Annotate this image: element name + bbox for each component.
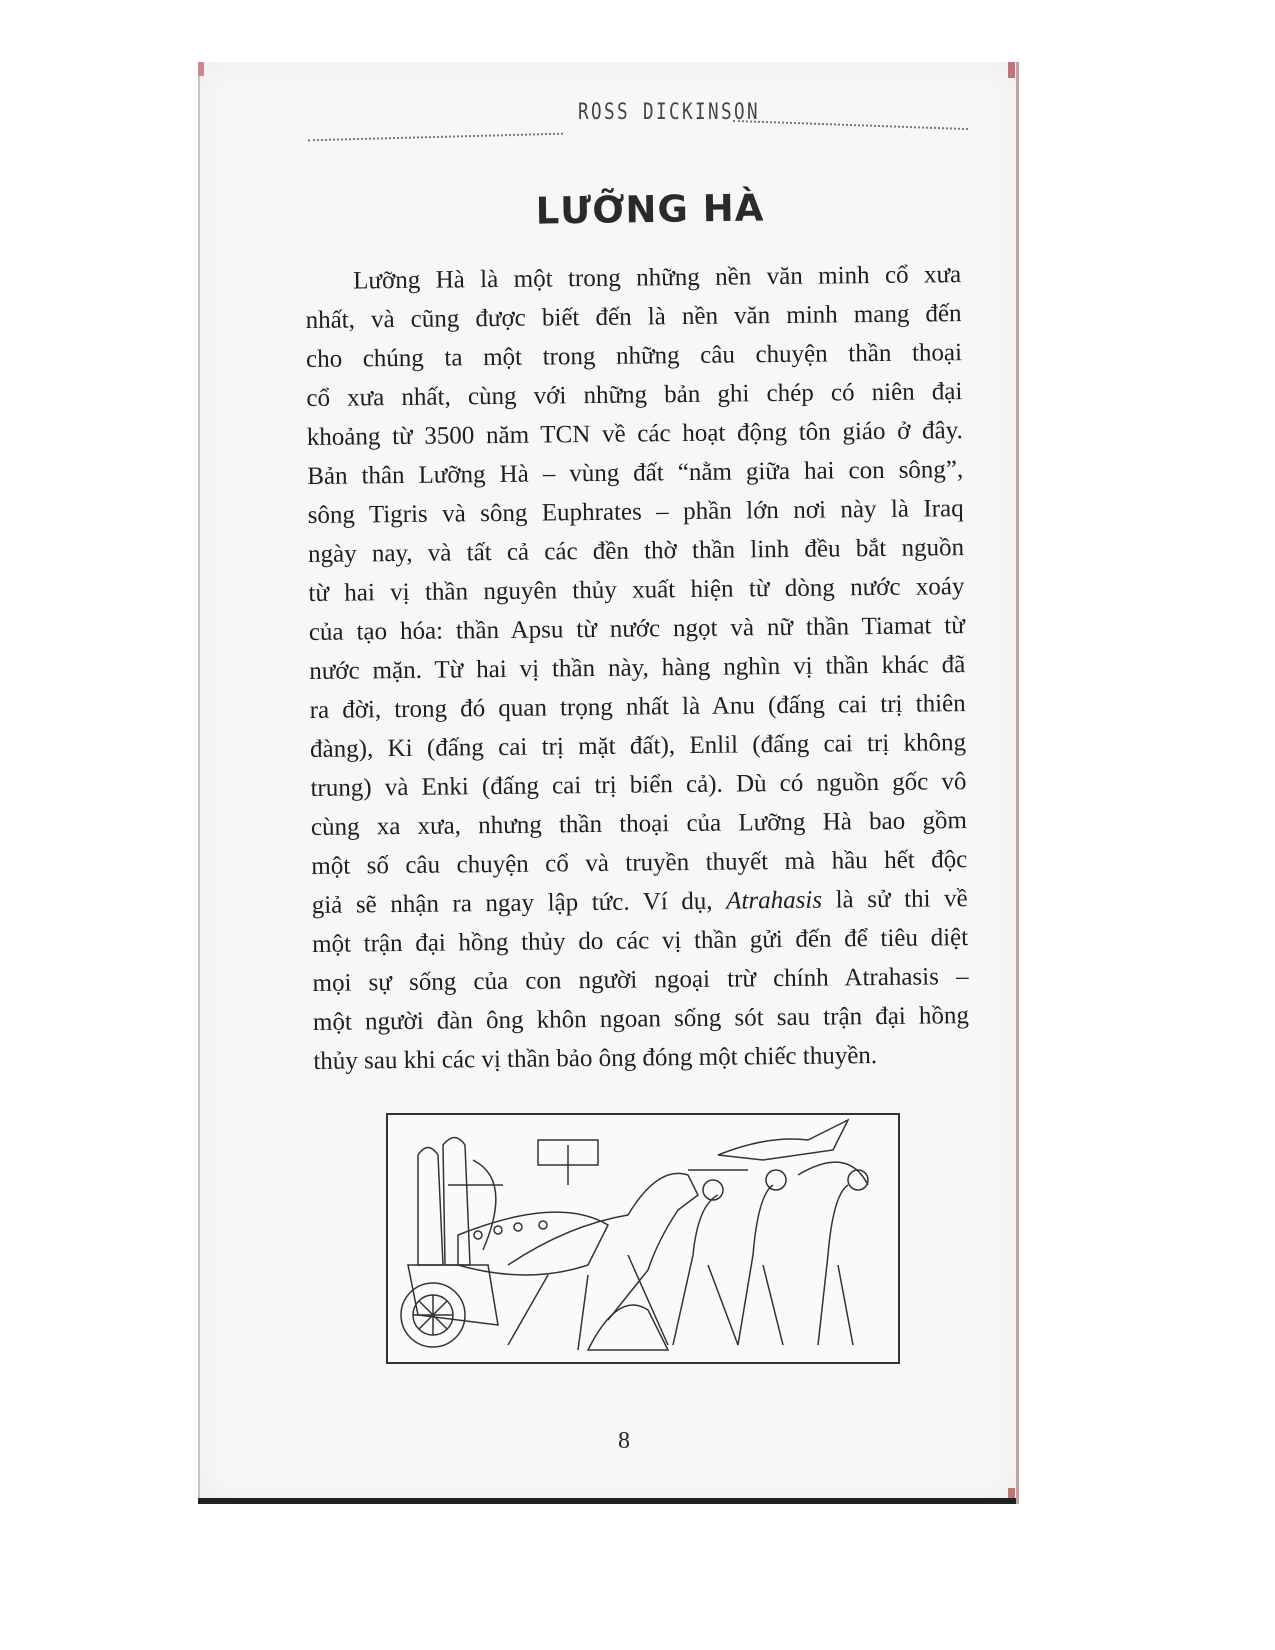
text-line: sông Tigris và sông Euphrates – phần lớn nơi này là Iraq — [307, 495, 964, 529]
italic-title: Atrahasis — [726, 886, 823, 915]
dotted-rule — [733, 120, 968, 130]
text-line: cổ xưa nhất, cùng với những bản ghi chép có niên đại — [306, 378, 963, 412]
text-line: cho chúng ta một trong những câu chuyện thần thoại — [305, 339, 963, 373]
page-number: 8 — [618, 1428, 630, 1454]
illustration-drawing — [388, 1115, 898, 1362]
text-segment: giả sẽ nhận ra ngay lập tức. Ví dụ, — [311, 887, 727, 919]
text-segment: là sử thi về — [821, 885, 968, 914]
text-line: từ hai vị thần nguyên thủy xuất hiện từ dòng nước xoáy — [308, 573, 965, 607]
page-corner — [198, 62, 204, 76]
author-name: ROSS DICKINSON — [578, 100, 760, 125]
body-paragraph — [305, 255, 970, 1081]
text-line: của tạo hóa: thần Apsu từ nước ngọt và nữ thần Tiamat từ — [308, 612, 965, 646]
text-line: thủy sau khi các vị thần bảo ông đóng một chiếc thuyền. — [313, 1042, 878, 1075]
text-line: Bản thân Lưỡng Hà – vùng đất “nằm giữa hai con sông”, — [307, 456, 964, 490]
text-line: một số câu chuyện cổ và truyền thuyết mà hầu hết độc — [311, 846, 968, 880]
text-line: đàng), Ki (đấng cai trị mặt đất), Enlil (đấng cai trị không — [309, 729, 967, 763]
text-line: mọi sự sống của con người ngoại trừ chính Atrahasis – — [312, 963, 969, 997]
text-line: ra đời, trong đó quan trọng nhất là Anu (đấng cai trị thiên — [309, 690, 966, 724]
text-line: một trận đại hồng thủy do các vị thần gửi đến để tiêu diệt — [312, 924, 969, 958]
chapter-title: LƯỠNG HÀ — [535, 186, 765, 233]
text-line: cùng xa xưa, nhưng thần thoại của Lưỡng Hà bao gồm — [310, 807, 968, 841]
text-line: Lưỡng Hà là một trong những nền văn minh cổ xưa — [353, 261, 962, 295]
assyrian-chariot-illustration — [386, 1113, 900, 1364]
text-line: ngày nay, và tất cả các đền thờ thần linh đều bắt nguồn — [307, 534, 965, 568]
text-line: trung) và Enki (đấng cai trị biển cả). Dù có nguồn gốc vô — [310, 768, 967, 802]
dotted-rule — [308, 133, 563, 142]
text-line: một người đàn ông khôn ngoan sống sót sau trận đại hồng — [312, 1002, 970, 1036]
text-line: nhất, và cũng được biết đến là nền văn minh mang đến — [305, 300, 962, 334]
running-header — [308, 96, 968, 146]
page-edge — [198, 1498, 1016, 1504]
text-line: khoảng từ 3500 năm TCN về các hoạt động tôn giáo ở đây. — [306, 417, 963, 451]
text-line — [312, 879, 968, 925]
page-corner — [1008, 62, 1015, 78]
text-line: nước mặn. Từ hai vị thần này, hàng nghìn vị thần khác đã — [309, 651, 966, 685]
